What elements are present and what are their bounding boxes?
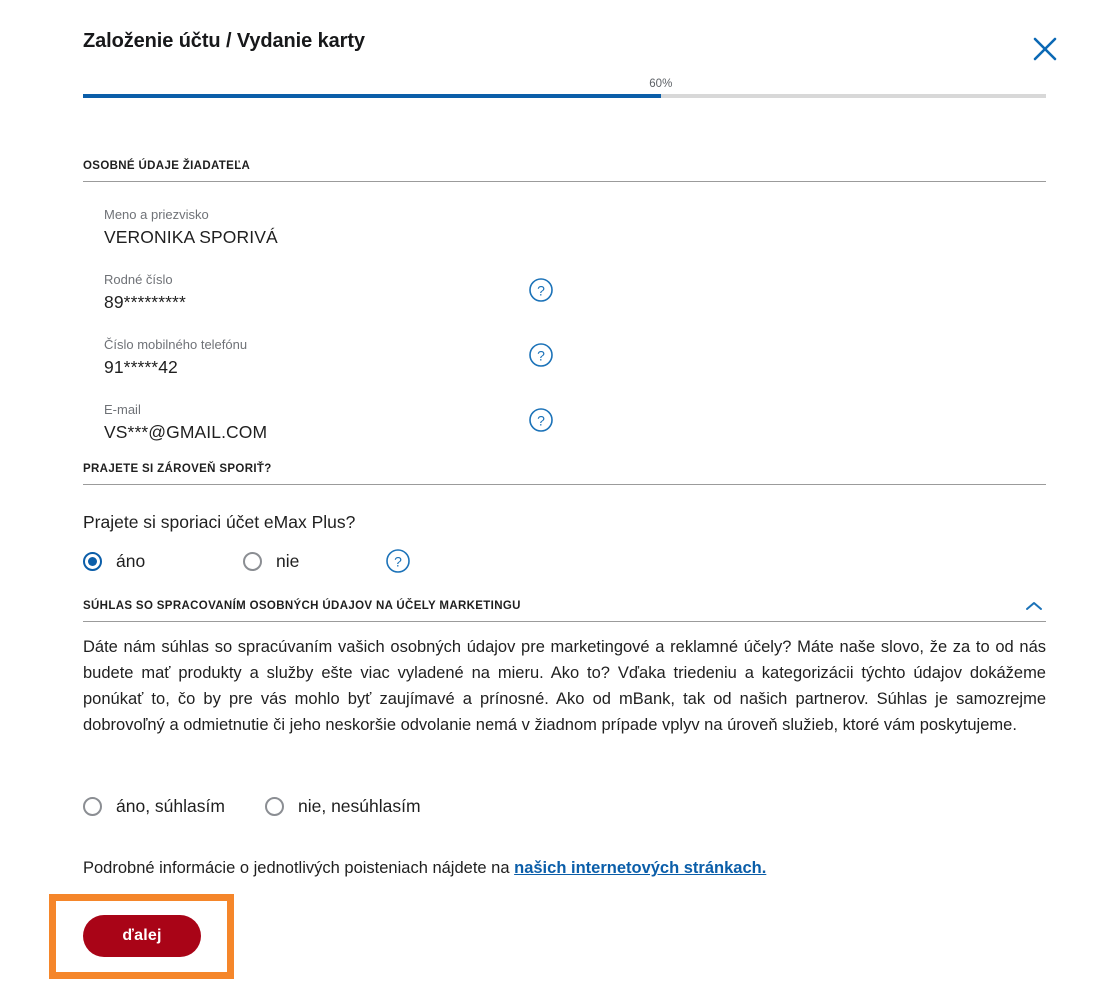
svg-text:?: ? (394, 553, 402, 570)
personal-field-row (104, 401, 1046, 444)
savings-option-ano-label: áno (116, 551, 146, 571)
savings-option-nie-label: nie (276, 551, 300, 571)
progress-bar (83, 80, 1046, 102)
chevron-up-icon[interactable] (1022, 596, 1046, 616)
savings-section (83, 463, 1046, 485)
svg-text:?: ? (537, 282, 545, 299)
personal-field-row (104, 206, 1046, 249)
savings-option-ano[interactable] (83, 550, 243, 572)
marketing-consent-heading[interactable] (83, 600, 1046, 622)
marketing-consent-body: Dáte nám súhlas so spracúvaním vašich osobných údajov pre marketingové a reklamné účely? Máte naše slovo, že za to od nás budete mať produkty a služby ešte viac vyladené na mieru. Ako to? Vďaka triedeniu a kategorizácii týchto údajov dokážeme ponúkať to, čo by pre vás mohlo byť zaujímavé a prínosné. Ako od mBank, tak od našich partnerov. Súhlas je samozrejme dobrovoľný a odmietnutie či jeho neskoršie odvolanie nemá v žiadnom prípade vplyv na úroveň služieb, ktoré vám poskytujeme. (83, 638, 1046, 734)
marketing-consent-heading-label: SÚHLAS SO SPRACOVANÍM OSOBNÝCH ÚDAJOV NA ÚČELY MARKETINGU (83, 600, 521, 612)
svg-text:?: ? (537, 347, 545, 364)
personal-field-value: 89********* (104, 292, 186, 312)
personal-data-section (83, 160, 1046, 182)
radio-indicator (83, 552, 102, 571)
consent-option-no[interactable] (265, 795, 421, 817)
personal-field-value: VS***@GMAIL.COM (104, 422, 268, 442)
svg-text:?: ? (537, 412, 545, 429)
progress-track (83, 94, 1046, 98)
savings-help-icon[interactable] (385, 548, 411, 574)
consent-option-yes-label: áno, súhlasím (116, 796, 225, 816)
page-title: Založenie účtu / Vydanie karty (83, 30, 365, 52)
consent-option-yes[interactable] (83, 795, 265, 817)
marketing-consent-body-block (83, 634, 1046, 738)
personal-field-label: Číslo mobilného telefónu (104, 337, 248, 352)
radio-indicator (243, 552, 262, 571)
savings-radio-group (83, 548, 1046, 574)
personal-data-fields (104, 206, 1046, 444)
close-icon (1032, 36, 1058, 62)
personal-field-row (104, 336, 1046, 379)
radio-indicator (83, 797, 102, 816)
insurance-info-link[interactable]: našich internetových stránkach. (514, 859, 767, 877)
personal-field-label: Meno a priezvisko (104, 207, 209, 222)
modal-header (83, 26, 1046, 70)
field-help-icon[interactable] (528, 342, 554, 368)
personal-field-label: E-mail (104, 402, 141, 417)
personal-field-value: VERONIKA SPORIVÁ (104, 227, 278, 247)
submit-button[interactable]: ďalej (83, 915, 201, 957)
savings-question: Prajete si sporiaci účet eMax Plus? (83, 512, 356, 532)
progress-label: 60% (649, 78, 673, 90)
personal-field-row (104, 271, 1046, 314)
marketing-consent-radio-group (83, 795, 1046, 817)
progress-fill (83, 94, 661, 98)
consent-option-no-label: nie, nesúhlasím (298, 796, 421, 816)
insurance-info-text: Podrobné informácie o jednotlivých poisteniach nájdete na (83, 859, 515, 877)
personal-field-label: Rodné číslo (104, 272, 173, 287)
field-help-icon[interactable] (528, 277, 554, 303)
radio-indicator (265, 797, 284, 816)
savings-question-block (83, 510, 1046, 574)
field-help-icon[interactable] (528, 407, 554, 433)
insurance-info-line (83, 855, 1046, 881)
personal-data-heading: OSOBNÉ ÚDAJE ŽIADATEĽA (83, 160, 1046, 182)
close-button[interactable] (1028, 32, 1062, 66)
savings-option-nie[interactable] (243, 550, 393, 572)
savings-heading: PRAJETE SI ZÁROVEŇ SPORIŤ? (83, 463, 1046, 485)
marketing-consent-section (83, 600, 1046, 622)
personal-field-value: 91*****42 (104, 357, 178, 377)
